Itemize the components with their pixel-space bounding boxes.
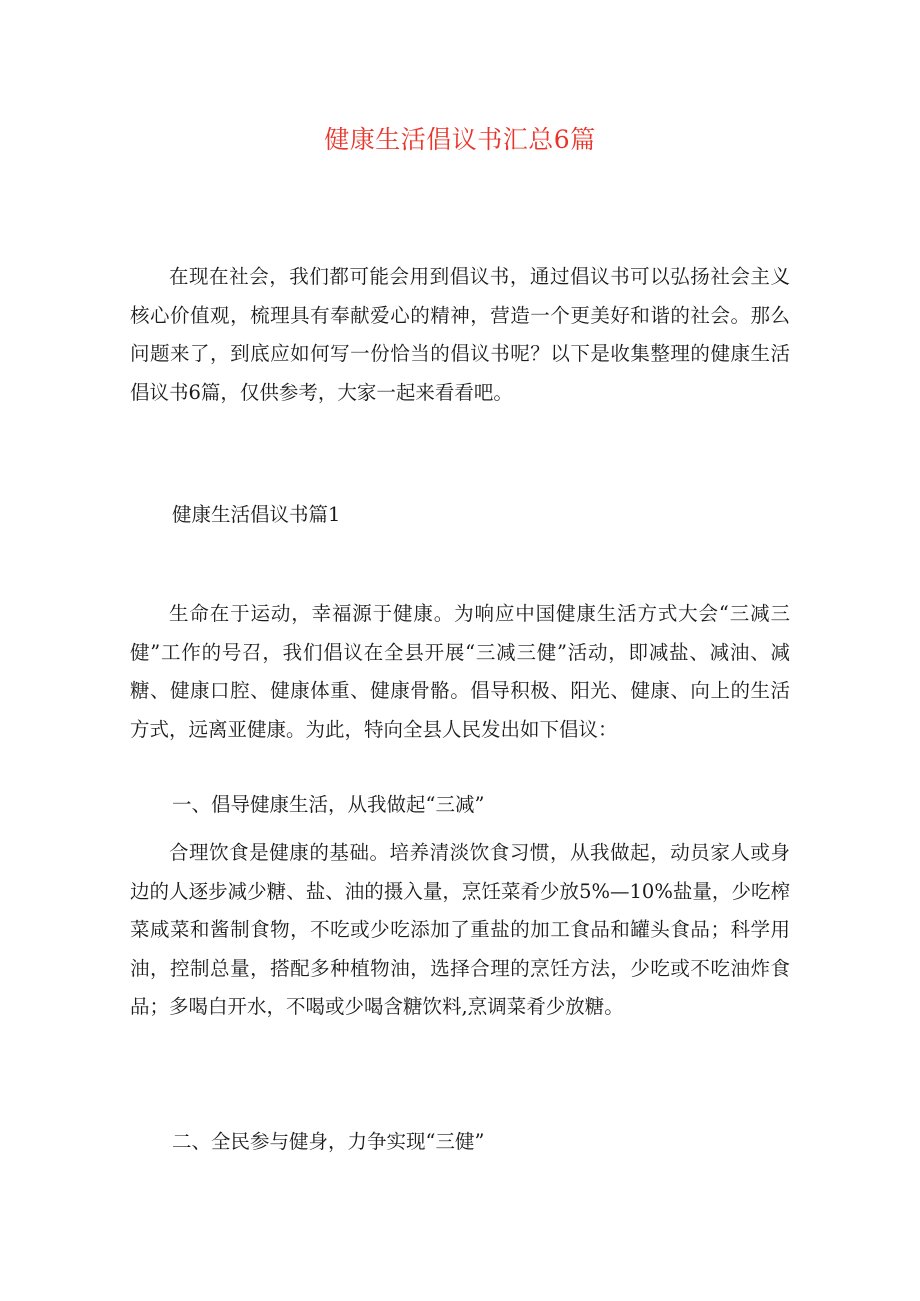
intro-paragraph: 在现在社会，我们都可能会用到倡议书，通过倡议书可以弘扬社会主义核心价值观，梳理具有奉献爱心的精神，营造一个更美好和谐的社会。那么问题来了，到底应如何写一份恰当的倡议书呢？以下是收集整理的健康生活倡议书6篇，仅供参考，大家一起来看看吧。 <box>130 265 790 404</box>
document-title: 健康生活倡议书汇总6篇 <box>324 125 596 154</box>
section1-paragraph: 生命在于运动，幸福源于健康。为响应中国健康生活方式大会“三减三健”工作的号召，我们倡议在全县开展“三减三健”活动，即减盐、减油、减糖、健康口腔、健康体重、健康骨骼。倡导积极、阳光、健康、向上的生活方式，远离亚健康。为此，特向全县人民发出如下倡议： <box>130 602 790 741</box>
point-heading-1: 一、倡导健康生活，从我做起“三减” <box>172 793 485 816</box>
point-body-1: 合理饮食是健康的基础。培养清淡饮食习惯，从我做起，动员家人或身边的人逐步减少糖、盐、油的摄入量，烹饪菜肴少放5%—10%盐量，少吃榨菜咸菜和酱制食物，不吃或少吃添加了重盐的加工食品和罐头食品；科学用油，控制总量，搭配多种植物油，选择合理的烹饪方法，少吃或不吃油炸食品；多喝白开水，不喝或少喝含糖饮料,烹调菜肴少放糖。 <box>130 841 790 1018</box>
point-heading-2: 二、全民参与健身，力争实现“三健” <box>172 1130 485 1153</box>
section-heading-1: 健康生活倡议书篇1 <box>172 503 341 526</box>
